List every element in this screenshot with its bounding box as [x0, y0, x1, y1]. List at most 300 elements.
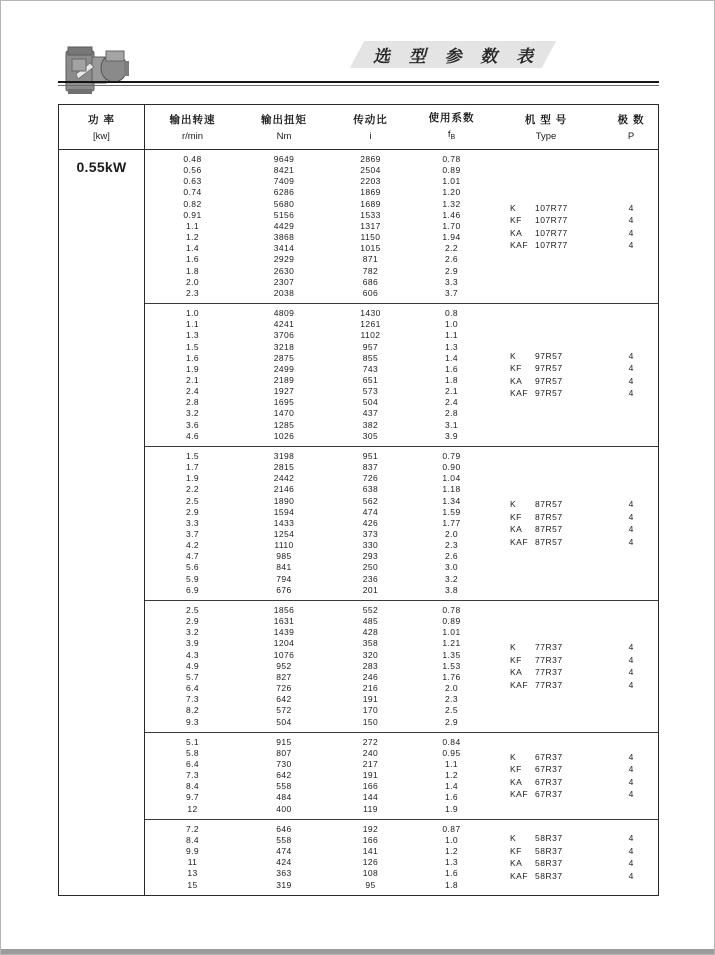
cell-ratio: 606: [362, 287, 379, 298]
model-type-row: [490, 776, 660, 789]
cell-service-factor: 1.01: [442, 627, 461, 638]
cell-output-speed: 1.0: [185, 308, 200, 319]
model-prefix: K: [510, 350, 517, 361]
header-divider: [58, 81, 659, 86]
cell-service-factor: 2.8: [444, 408, 459, 419]
model-number: 77R37: [535, 654, 563, 665]
model-type-row: [490, 666, 660, 679]
cell-output-torque: 841: [276, 562, 292, 573]
cell-output-torque: 985: [276, 551, 292, 562]
cell-ratio: 2203: [360, 176, 381, 187]
col-header-output-speed: [145, 105, 240, 149]
group-model-types: [490, 824, 660, 891]
cell-poles: 4: [628, 511, 634, 522]
model-prefix: KF: [510, 511, 522, 522]
model-prefix: KF: [510, 215, 522, 226]
model-prefix: KAF: [510, 240, 529, 251]
cell-ratio: 216: [362, 683, 379, 694]
cell-service-factor: 1.8: [444, 374, 459, 385]
cell-output-torque: 1433: [273, 517, 295, 528]
cell-ratio: 108: [362, 868, 379, 879]
model-prefix: KA: [510, 667, 523, 678]
model-number: 67R37: [535, 789, 563, 800]
power-column: [59, 150, 145, 895]
cell-output-torque: 1927: [273, 386, 295, 397]
cell-model-type: [490, 845, 602, 858]
group-model-types: [490, 308, 660, 442]
cell-service-factor: 3.0: [444, 562, 459, 573]
col-header-poles: [602, 105, 660, 149]
model-prefix: KF: [510, 654, 522, 665]
model-type-row: [490, 641, 660, 654]
col-header-power-label: 功 率: [88, 113, 115, 126]
cell-output-speed: 0.56: [183, 165, 202, 176]
cell-output-torque: 2875: [273, 352, 295, 363]
model-prefix: KAF: [510, 679, 529, 690]
model-prefix: K: [510, 642, 517, 653]
cell-ratio: 240: [362, 747, 379, 758]
cell-service-factor: 1.70: [442, 220, 461, 231]
model-prefix: KF: [510, 845, 522, 856]
model-prefix: K: [510, 751, 517, 762]
model-prefix: KF: [510, 764, 522, 775]
page-title: 选 型 参 数 表: [373, 47, 540, 66]
cell-output-speed: 2.1: [185, 374, 200, 385]
model-type-row: [490, 788, 660, 801]
cell-output-torque: 730: [276, 758, 292, 769]
group-model-types: [490, 154, 660, 299]
cell-output-speed: 2.3: [185, 287, 200, 298]
cell-ratio: 126: [362, 857, 379, 868]
cell-service-factor: 1.6: [444, 363, 459, 374]
cell-service-factor: 1.0: [444, 834, 459, 845]
cell-poles: 4: [628, 240, 634, 251]
cell-output-speed: 0.63: [183, 176, 202, 187]
cell-output-torque: 5156: [273, 209, 295, 220]
cell-model-type: [490, 536, 602, 549]
cell-ratio: 293: [362, 551, 379, 562]
cell-ratio: 217: [362, 758, 379, 769]
cell-service-factor: 0.89: [442, 165, 461, 176]
col-header-power: [59, 105, 145, 149]
cell-ratio: 951: [362, 450, 379, 461]
cell-service-factor: 1.6: [444, 792, 459, 803]
cell-output-speed: 2.9: [185, 506, 200, 517]
model-prefix: KA: [510, 858, 523, 869]
cell-output-torque: 9649: [273, 154, 295, 164]
cell-output-speed: 5.1: [185, 736, 200, 747]
cell-ratio: 743: [362, 363, 379, 374]
cell-output-speed: 1.5: [185, 450, 200, 461]
cell-ratio: 95: [365, 879, 376, 890]
cell-ratio: 485: [362, 616, 379, 627]
model-number: 87R57: [535, 499, 563, 510]
cell-service-factor: 1.20: [442, 187, 461, 198]
table-body-data: [145, 150, 658, 895]
cell-poles: 4: [628, 667, 634, 678]
cell-ratio: 358: [362, 638, 379, 649]
cell-ratio: 191: [362, 694, 379, 705]
cell-output-speed: 11: [187, 857, 198, 868]
cell-output-speed: 0.82: [183, 198, 202, 209]
table-group: [145, 733, 658, 820]
cell-ratio: 2504: [360, 165, 381, 176]
table-header-row: [59, 105, 658, 150]
model-number: 58R37: [535, 833, 563, 844]
cell-output-speed: 4.2: [185, 540, 200, 551]
cell-output-torque: 726: [276, 683, 292, 694]
model-number: 67R37: [535, 764, 563, 775]
cell-service-factor: 1.53: [442, 660, 461, 671]
cell-ratio: 236: [362, 573, 379, 584]
cell-service-factor: 1.6: [444, 868, 459, 879]
cell-output-speed: 2.9: [185, 616, 200, 627]
model-prefix: KA: [510, 776, 523, 787]
cell-ratio: 1869: [360, 187, 381, 198]
col-header-service-factor: [413, 105, 490, 149]
cell-output-torque: 2146: [273, 484, 295, 495]
cell-service-factor: 0.78: [442, 154, 461, 164]
cell-service-factor: 2.3: [444, 694, 459, 705]
cell-service-factor: 2.0: [444, 529, 459, 539]
cell-output-torque: 1110: [274, 540, 294, 551]
cell-output-speed: 3.7: [185, 529, 200, 539]
cell-output-speed: 4.9: [185, 660, 200, 671]
col-header-service-factor-unit: $f_B$: [447, 129, 456, 141]
table-group: [145, 150, 658, 304]
cell-ratio: 782: [362, 265, 379, 276]
cell-output-torque: 3414: [273, 243, 295, 254]
cell-ratio: 119: [363, 803, 378, 814]
model-number: 87R57: [535, 536, 563, 547]
power-value: 0.55kW: [76, 159, 127, 175]
cell-ratio: 1689: [360, 198, 381, 209]
model-type-row: [490, 654, 660, 667]
cell-output-torque: 642: [276, 770, 292, 781]
cell-model-type: [490, 227, 602, 240]
cell-output-torque: 1254: [273, 529, 295, 539]
cell-output-torque: 424: [276, 857, 292, 868]
cell-service-factor: 1.35: [442, 649, 461, 660]
cell-poles: 4: [628, 776, 634, 787]
model-type-row: [490, 350, 660, 363]
group-model-types: [490, 451, 660, 596]
cell-poles: 4: [628, 375, 634, 386]
cell-output-speed: 8.2: [185, 705, 200, 716]
cell-ratio: 855: [362, 352, 379, 363]
cell-poles: 4: [628, 858, 634, 869]
col-header-model-unit: Type: [535, 130, 557, 142]
cell-output-speed: 3.9: [185, 638, 200, 649]
cell-ratio: 562: [362, 495, 379, 506]
cell-poles: 4: [628, 227, 634, 238]
cell-output-torque: 4429: [273, 220, 295, 231]
model-number: 107R77: [535, 215, 568, 226]
page-bottom-bar: [1, 949, 714, 954]
model-number: 58R37: [535, 858, 563, 869]
cell-ratio: 573: [362, 386, 379, 397]
cell-output-speed: 4.3: [185, 649, 200, 660]
model-type-row: [490, 362, 660, 375]
cell-output-speed: 1.9: [185, 363, 200, 374]
cell-output-torque: 2815: [273, 462, 295, 473]
model-prefix: KA: [510, 227, 523, 238]
cell-service-factor: 1.3: [444, 341, 459, 352]
cell-service-factor: 1.04: [442, 473, 461, 484]
cell-service-factor: 2.5: [444, 705, 459, 716]
cell-output-torque: 2929: [273, 254, 295, 265]
cell-output-speed: 1.1: [185, 319, 200, 330]
cell-ratio: 1430: [360, 308, 381, 319]
cell-model-type: [490, 857, 602, 870]
model-number: 58R37: [535, 870, 563, 881]
cell-ratio: 1533: [360, 209, 381, 220]
cell-output-torque: 363: [276, 868, 292, 879]
cell-output-torque: 915: [276, 736, 292, 747]
cell-service-factor: 0.89: [442, 616, 461, 627]
cell-model-type: [490, 511, 602, 524]
model-prefix: KA: [510, 375, 523, 386]
col-header-ratio-unit: i: [369, 130, 372, 142]
cell-model-type: [490, 751, 602, 764]
cell-service-factor: 2.9: [444, 265, 459, 276]
cell-output-speed: 6.4: [185, 758, 200, 769]
gearmotor-photo: [64, 41, 130, 97]
cell-output-torque: 2307: [273, 276, 295, 287]
cell-output-speed: 1.8: [185, 265, 200, 276]
cell-service-factor: 0.87: [442, 823, 461, 834]
cell-poles: 4: [628, 679, 634, 690]
col-header-ratio-label: 传动比: [353, 113, 388, 126]
cell-ratio: 305: [362, 430, 379, 441]
cell-output-torque: 1856: [273, 604, 295, 615]
cell-output-speed: 1.5: [185, 341, 200, 352]
cell-output-torque: 8421: [273, 165, 295, 176]
cell-service-factor: 0.90: [442, 462, 461, 473]
cell-output-speed: 5.7: [185, 671, 200, 682]
cell-poles: 4: [628, 388, 634, 399]
cell-output-torque: 642: [276, 694, 292, 705]
cell-ratio: 144: [362, 792, 379, 803]
cell-output-speed: 1.2: [185, 232, 200, 243]
cell-output-torque: 1470: [273, 408, 295, 419]
cell-output-torque: 2189: [273, 374, 295, 385]
cell-service-factor: 1.1: [444, 758, 459, 769]
cell-output-speed: 13: [187, 868, 198, 879]
cell-model-type: [490, 202, 602, 215]
cell-ratio: 191: [362, 770, 379, 781]
group-model-types: [490, 737, 660, 815]
cell-service-factor: 1.46: [442, 209, 461, 220]
cell-ratio: 1261: [360, 319, 381, 330]
cell-ratio: 474: [362, 506, 379, 517]
cell-model-type: [490, 776, 602, 789]
col-header-service-factor-label: 使用系数: [428, 112, 475, 124]
cell-ratio: 638: [362, 484, 379, 495]
model-type-row: [490, 214, 660, 227]
cell-service-factor: 1.01: [442, 176, 461, 187]
cell-ratio: 426: [362, 517, 379, 528]
cell-output-speed: 1.9: [185, 473, 200, 484]
cell-service-factor: 0.84: [442, 736, 461, 747]
model-type-row: [490, 763, 660, 776]
group-model-types: [490, 605, 660, 728]
title-banner: [357, 41, 549, 68]
cell-ratio: 871: [362, 254, 379, 265]
cell-service-factor: 0.8: [444, 308, 459, 319]
model-type-row: [490, 511, 660, 524]
cell-output-speed: 1.6: [185, 254, 200, 265]
model-number: 67R37: [535, 776, 563, 787]
cell-service-factor: 3.3: [444, 276, 459, 287]
cell-model-type: [490, 387, 602, 400]
cell-output-speed: 2.8: [185, 397, 200, 408]
cell-service-factor: 1.94: [442, 232, 461, 243]
cell-output-speed: 3.3: [185, 517, 200, 528]
cell-service-factor: 1.77: [442, 517, 461, 528]
cell-output-torque: 572: [276, 705, 292, 716]
col-header-poles-label: 极 数: [617, 113, 645, 126]
cell-poles: 4: [628, 499, 634, 510]
model-prefix: KAF: [510, 870, 529, 881]
cell-service-factor: 1.2: [444, 846, 459, 857]
model-prefix: K: [510, 202, 517, 213]
cell-ratio: 1317: [360, 220, 381, 231]
col-header-poles-unit: P: [627, 130, 635, 142]
model-type-row: [490, 227, 660, 240]
cell-output-speed: 0.48: [183, 154, 202, 164]
cell-poles: 4: [628, 845, 634, 856]
model-type-row: [490, 870, 660, 883]
cell-output-torque: 646: [276, 823, 292, 834]
cell-model-type: [490, 375, 602, 388]
model-type-row: [490, 498, 660, 511]
cell-ratio: 141: [362, 846, 379, 857]
cell-output-torque: 5680: [273, 198, 295, 209]
cell-ratio: 651: [362, 374, 379, 385]
model-prefix: KAF: [510, 536, 529, 547]
cell-model-type: [490, 523, 602, 536]
cell-output-torque: 484: [276, 792, 292, 803]
cell-output-torque: 474: [276, 846, 292, 857]
cell-poles: 4: [628, 524, 634, 535]
cell-output-torque: 319: [276, 879, 292, 890]
selection-parameter-table: [58, 104, 659, 896]
cell-ratio: 373: [362, 529, 379, 539]
cell-output-torque: 4809: [273, 308, 295, 319]
cell-output-torque: 1594: [273, 506, 295, 517]
model-type-row: [490, 857, 660, 870]
table-group: [145, 304, 658, 447]
col-header-output-torque: [240, 105, 328, 149]
cell-poles: 4: [628, 215, 634, 226]
cell-output-speed: 6.4: [185, 683, 200, 694]
cell-service-factor: 2.2: [444, 243, 459, 254]
cell-poles: 4: [628, 363, 634, 374]
table-group: [145, 447, 658, 601]
cell-ratio: 320: [362, 649, 379, 660]
cell-model-type: [490, 350, 602, 363]
cell-ratio: 428: [362, 627, 379, 638]
cell-ratio: 170: [362, 705, 379, 716]
cell-output-speed: 8.4: [185, 834, 200, 845]
cell-model-type: [490, 763, 602, 776]
cell-service-factor: 1.18: [442, 484, 461, 495]
model-number: 97R57: [535, 363, 563, 374]
cell-output-torque: 558: [276, 834, 292, 845]
cell-output-torque: 1695: [273, 397, 295, 408]
cell-output-torque: 1285: [273, 419, 295, 430]
cell-model-type: [490, 239, 602, 252]
model-number: 107R77: [535, 240, 568, 251]
cell-output-torque: 400: [276, 803, 292, 814]
cell-service-factor: 0.78: [442, 604, 461, 615]
cell-output-torque: 558: [276, 781, 292, 792]
cell-poles: 4: [628, 202, 634, 213]
model-number: 77R37: [535, 679, 563, 690]
cell-output-speed: 12: [187, 803, 198, 814]
model-type-row: [490, 751, 660, 764]
cell-service-factor: 2.3: [444, 540, 459, 551]
col-header-output-speed-unit: r/min: [181, 130, 204, 142]
cell-ratio: 1150: [360, 232, 381, 243]
cell-poles: 4: [628, 751, 634, 762]
cell-service-factor: 1.21: [442, 638, 461, 649]
cell-output-speed: 6.9: [185, 584, 200, 595]
col-header-ratio: [328, 105, 413, 149]
cell-output-torque: 6286: [273, 187, 295, 198]
gearmotor-image-icon: [64, 41, 130, 97]
cell-ratio: 166: [362, 781, 379, 792]
model-number: 58R37: [535, 845, 563, 856]
cell-output-torque: 2038: [273, 287, 295, 298]
cell-output-speed: 1.7: [185, 462, 200, 473]
cell-ratio: 1102: [360, 330, 381, 341]
table-group: [145, 820, 658, 895]
cell-output-speed: 8.4: [185, 781, 200, 792]
model-number: 107R77: [535, 202, 568, 213]
cell-service-factor: 1.0: [444, 319, 459, 330]
cell-model-type: [490, 214, 602, 227]
model-prefix: K: [510, 499, 517, 510]
cell-service-factor: 3.1: [444, 419, 459, 430]
cell-output-torque: 7409: [273, 176, 295, 187]
model-prefix: KA: [510, 524, 523, 535]
model-prefix: KAF: [510, 388, 529, 399]
model-type-row: [490, 239, 660, 252]
cell-output-speed: 4.6: [185, 430, 200, 441]
model-number: 87R57: [535, 511, 563, 522]
cell-ratio: 726: [362, 473, 379, 484]
cell-ratio: 330: [362, 540, 379, 551]
cell-service-factor: 2.6: [444, 551, 459, 562]
model-number: 77R37: [535, 642, 563, 653]
cell-poles: 4: [628, 789, 634, 800]
cell-service-factor: 1.3: [444, 857, 459, 868]
cell-output-torque: 676: [276, 584, 292, 595]
cell-service-factor: 0.95: [442, 747, 461, 758]
model-number: 77R37: [535, 667, 563, 678]
cell-output-torque: 2499: [273, 363, 295, 374]
cell-output-speed: 2.2: [185, 484, 200, 495]
cell-output-torque: 504: [276, 716, 292, 727]
cell-output-speed: 7.3: [185, 770, 200, 781]
cell-output-torque: 1204: [273, 638, 295, 649]
cell-service-factor: 1.59: [442, 506, 461, 517]
cell-ratio: 437: [362, 408, 379, 419]
cell-output-torque: 1026: [273, 430, 295, 441]
cell-output-speed: 1.6: [185, 352, 200, 363]
